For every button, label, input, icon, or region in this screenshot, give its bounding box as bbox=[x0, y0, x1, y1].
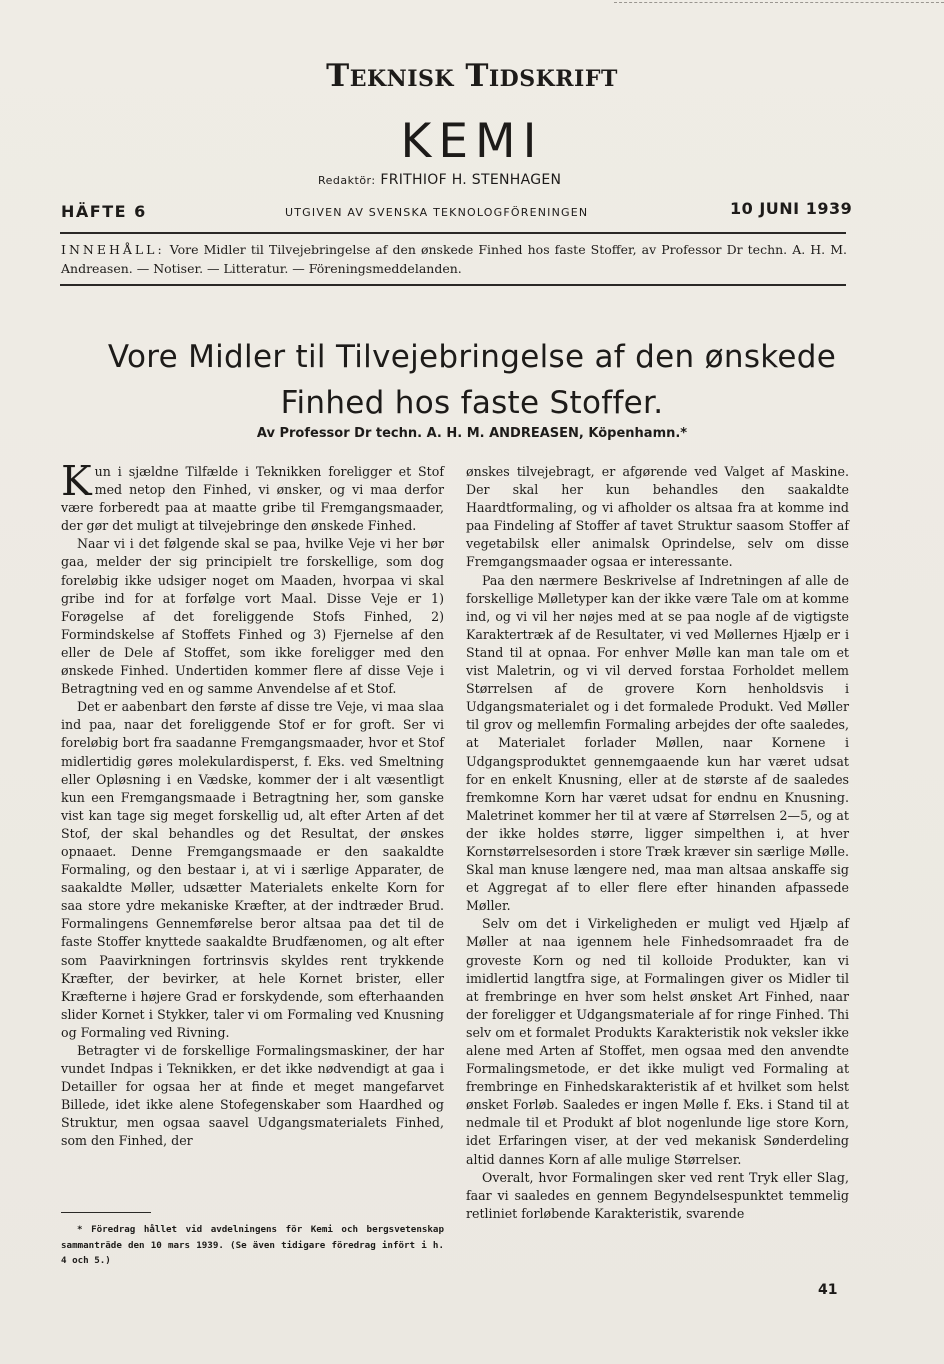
left-column bbox=[61, 457, 444, 1151]
header-rule-top bbox=[60, 232, 846, 234]
footnote bbox=[61, 1222, 444, 1269]
paragraph: Det er aabenbart den første af disse tre Veje, vi maa slaa ind paa, naar det foreliggende Stof er for groft. Ser vi foreløbig bort fra saadanne Fremgangsmaader, hvor et Stof midlertidig gøres molekulardisperst, f. Eks. ved Smeltning eller Opløsning i en Vædske, kommer der i alt væsentligt kun een Fremgangsmaade i Betragtning her, som ganske vist kan tage sig meget forskellig ud, alt efter Arten af det Stof, der skal behandles og det Resultat, der ønskes opnaaet. Denne Fremgangsmaade er den saakaldte Formaling, og den bestaar i, at vi i særlige Apparater, de saakaldte Møller, udsætter Materialets enkelte Korn for saa store ydre mekaniske Kræfter, at der indtræder Brud. Formalingens Gennemførelse beror altsaa paa det til de faste Stoffer knyttede saakaldte Brudfænomen, og alt efter som Paavirkningen fortrinsvis skyldes rent trykkende Kræfter, der bevirker, at hele Kornet brister, eller Kræfterne i højere Grad er forskydende, som efterhaanden slider Kornet i Stykker, taler vi om Formaling ved Knusning og Formaling ved Rivning. bbox=[61, 699, 444, 1040]
article-title bbox=[60, 334, 884, 426]
issue-number: HÄFTE 6 bbox=[61, 202, 147, 221]
paragraph bbox=[61, 457, 444, 535]
editor-label: Redaktör: bbox=[318, 174, 376, 187]
editor-line bbox=[318, 172, 561, 188]
paragraph: Paa den nærmere Beskrivelse af Indretningen af alle de forskellige Mølletyper kan der ikke være Tale om at komme ind, og vi vil her nøjes med at se paa nogle af de vigtigste Karaktertræk af de Resultater, vi ved Møllernes Hjælp er i Stand til at opnaa. For enhver Mølle kan man tale om et vist Maletrin, og vi vil derved forstaa Forholdet mellem Størrelsen af de grovere Korn henholdsvis i Udgangsmaterialet og i det formalede Produkt. Ved Møller til grov og mellemfin Formaling arbejdes der ofte saaledes, at Materialet forlader Møllen, naar Kornene i Udgangsproduktet gennemgaaende kun har været udsat for en enkelt Knusning, eller at de største af de saaledes fremkomne Korn har været udsat for endnu en Knusning. Maletrinet kommer her til at være af Størrelsen 2—5, og at der ikke holdes større, ligger simpelthen i, at hver Kornstørrelsesorden i store Træk kræver sin særlige Mølle. Skal man knuse længere ned, maa man altsaa anskaffe sig et Aggregat af to eller flere efter hinanden afpassede Møller. bbox=[466, 572, 849, 914]
contents-text: Vore Midler til Tilvejebringelse af den ønskede Finhed hos faste Stoffer, av Professor Dr techn. A. H. M. Andreasen. — Notiser. — Litteratur. — Föreningsmeddelanden. bbox=[61, 242, 847, 276]
contents-label: INNEHÅLL: bbox=[61, 242, 165, 257]
right-column bbox=[466, 463, 849, 1223]
paragraph: ønskes tilvejebragt, er afgørende ved Valget af Maskine. Der skal her kun behandles den saakaldte Haardtformaling, og vi afholder os altsaa fra at komme ind paa Findeling af Stoffer af tavet Struktur saasom Stoffer af vegetabilsk eller animalsk Oprindelse, selv om disse Fremgangsmaader ogsaa er interessante. bbox=[466, 464, 849, 570]
editor-name: FRITHIOF H. STENHAGEN bbox=[380, 172, 562, 188]
publisher-line: UTGIVEN AV SVENSKA TEKNOLOGFÖRENINGEN bbox=[285, 206, 589, 219]
page-number: 41 bbox=[818, 1282, 838, 1298]
paragraph: Betragter vi de forskellige Formalingsmaskiner, der har vundet Indpas i Teknikken, er det ikke nødvendigt at gaa i Detailler for ogsaa her at finde et meget mangefarvet Billede, idet ikke alene Stofegenskaber som Haardhed og Struktur, men ogsaa saavel Udgangsmaterialets Finhed, som den Finhed, der bbox=[61, 1043, 444, 1149]
paragraph-text: un i sjældne Tilfælde i Teknikken foreligger et Stof med netop den Finhed, vi ønsker, og vi maa derfor være forberedt paa at maatte gribe til Fremgangsmaader, der gør det muligt at tilvejebringe den ønskede Finhed. bbox=[61, 464, 444, 534]
paragraph: Overalt, hvor Formalingen sker ved rent Tryk eller Slag, faar vi saaledes en gennem Begyndelsespunktet temmelig retliniet forløbende Karakteristik, svarende bbox=[466, 1169, 849, 1221]
header-rule-bottom bbox=[60, 284, 846, 286]
section-title: KEMI bbox=[400, 114, 544, 169]
drop-cap: K bbox=[61, 457, 92, 505]
paragraph: Naar vi i det følgende skal se paa, hvilke Veje vi her bør gaa, melder der sig principielt tre forskellige, som dog foreløbig ikke udsiger noget om Maaden, hvorpaa vi skal gribe ind for at forfølge vort Maal. Disse Veje er 1) Forøgelse af det foreliggende Stofs Finhed, 2) Formindskelse af Stoffets Finhed og 3) Fjernelse af den eller de Dele af Stoffet, som ikke foreligger med den ønskede Finhed. Undertiden kommer flere af disse Veje i Betragtning ved en og samme Anvendelse af et Stof. bbox=[61, 536, 444, 697]
top-edge-line bbox=[614, 2, 944, 3]
journal-masthead: Teknisk Tidskrift bbox=[326, 58, 618, 94]
article-title-line-1: Vore Midler til Tilvejebringelse af den ønskede bbox=[107, 339, 837, 375]
article-title-line-2: Finhed hos faste Stoffer. bbox=[280, 385, 664, 421]
table-of-contents bbox=[61, 240, 847, 278]
paragraph: Selv om det i Virkeligheden er muligt ved Hjælp af Møller at naa igennem hele Finhedsomraadet fra de groveste Korn og ned til kolloide Produkter, kan vi imidlertid langtfra sige, at Formalingen giver os Midler til at frembringe en hver som helst ønsket Art Finhed, naar der foreligger et Udgangsmateriale af for ringe Finhed. Thi selv om et formalet Produkts Karakteristik nok veksler ikke alene med Arten af Stoffet, men ogsaa med den anvendte Formalingsmetode, er det ikke muligt ved Formaling at frembringe en Finhedskarakteristik af et hvilket som helst ønsket Forløb. Saaledes er ingen Mølle f. Eks. i Stand til at nedmale til et Produkt af blot nogenlunde lige store Korn, idet Erfaringen viser, at der ved mekanisk Sønderdeling altid dannes Korn af alle mulige Størrelser. bbox=[466, 916, 849, 1167]
footnote-text: * Föredrag hållet vid avdelningens för Kemi och bergsvetenskap sammanträde den 10 mars 1939. (Se även tidigare föredrag infört i h. 4 och 5.) bbox=[61, 1224, 444, 1266]
article-byline: Av Professor Dr techn. A. H. M. ANDREASEN, Köpenhamn.* bbox=[256, 426, 688, 441]
issue-date: 10 JUNI 1939 bbox=[730, 199, 853, 218]
footnote-rule bbox=[61, 1212, 151, 1213]
